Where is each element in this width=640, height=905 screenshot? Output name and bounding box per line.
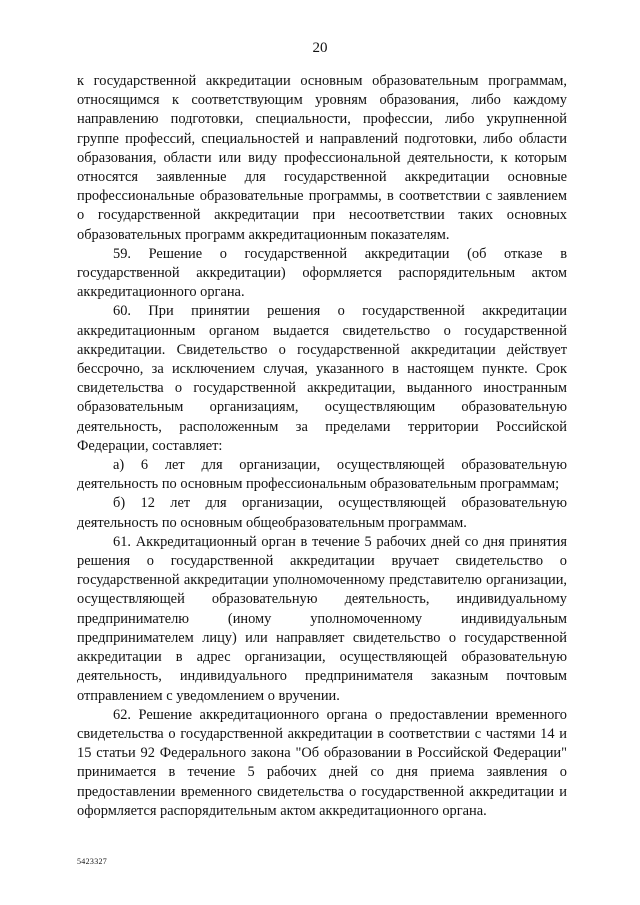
document-body <box>77 72 567 821</box>
paragraph-62: 62. Решение аккредитационного органа о предоставлении временного свидетельства о государственной аккредитации в соответствии с частями 14 и 15 статьи 92 Федерального закона "Об образовании в Российской Федерации" принимается в течение 5 рабочих дней со дня приема заявления о предоставлении временного свидетельства о государственной аккредитации и оформляется распорядительным актом аккредитационного органа. <box>77 706 567 819</box>
paragraph-continuation: к государственной аккредитации основным образовательным программам, относящимся к соответствующим уровням образования, либо каждому направлению подготовки, специальности, профессии, либо укрупненной группе профессий, специальностей и направлений подготовки, либо области образования, области или виду профессиональной деятельности, к которым относятся заявленные для государственной аккредитации основные профессиональные образовательные программы, в соответствии с заявлением о государственной аккредитации при несоответствии таких основных образовательных программ аккредитационным показателям. <box>77 73 567 243</box>
paragraph-60-a: а) 6 лет для организации, осуществляющей образовательную деятельность по основным профессиональным образовательным программам; <box>77 457 567 493</box>
paragraph-59: 59. Решение о государственной аккредитации (об отказе в государственной аккредитации) оформляется распорядительным актом аккредитационного органа. <box>77 245 567 301</box>
page-number: 20 <box>312 40 328 56</box>
paragraph-60: 60. При принятии решения о государственной аккредитации аккредитационным органом выдается свидетельство о государственной аккредитации. Свидетельство о государственной аккредитации действует бессрочно, за исключением случая, указанного в настоящем пункте. Срок свидетельства о государственной аккредитации, выданного иностранным образовательным организациям, осуществляющим образовательную деятельность, расположенным за пределами территории Российской Федерации, составляет: <box>77 303 567 454</box>
document-code: 5423327 <box>77 857 108 866</box>
paragraph-61: 61. Аккредитационный орган в течение 5 рабочих дней со дня принятия решения о государственной аккредитации вручает свидетельство о государственной аккредитации уполномоченному представителю организации, осуществляющей образовательную деятельность, индивидуальному предпринимателю (иному уполномоченному индивидуальным предпринимателем лицу) или направляет свидетельство о государственной аккредитации в адрес организации, осуществляющей образовательную деятельность, индивидуального предпринимателя заказным почтовым отправлением с уведомлением о вручении. <box>77 533 567 704</box>
paragraph-60-b: б) 12 лет для организации, осуществляющей образовательную деятельность по основным общеобразовательным программам. <box>77 495 567 531</box>
